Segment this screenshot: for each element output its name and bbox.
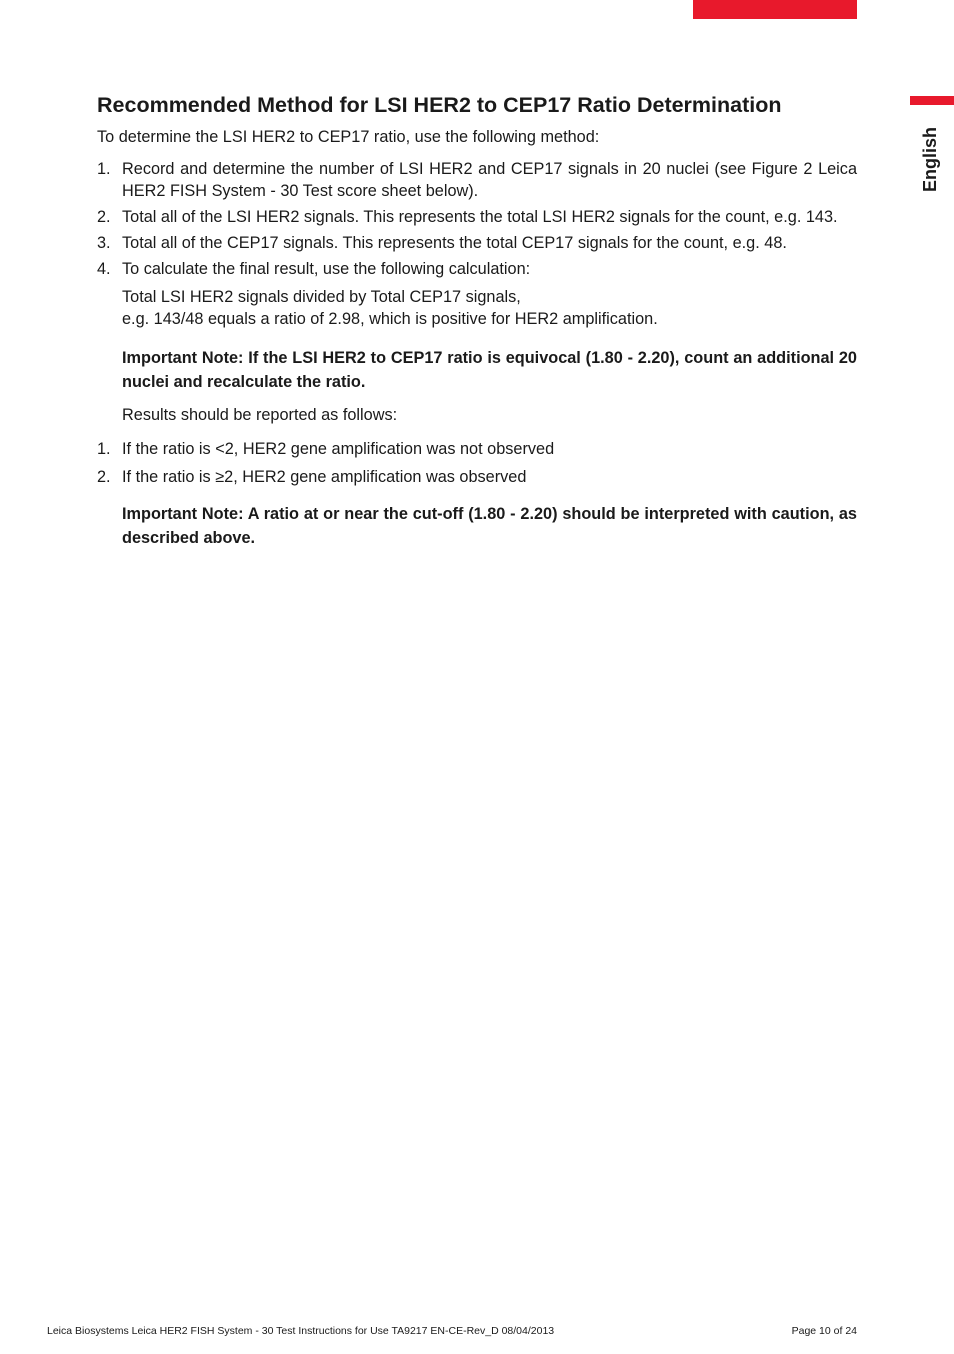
list-number: 4. [97,260,111,278]
list-text: If the ratio is ≥2, HER2 gene amplification was observed [122,468,527,486]
language-tab-bar [910,96,954,105]
important-note-cutoff: Important Note: A ratio at or near the cut-off (1.80 - 2.20) should be interpreted with caution, as described above. [122,505,857,547]
report-label: Results should be reported as follows: [122,406,398,424]
note-block-2 [97,502,857,550]
list-number: 2. [97,208,111,226]
calculation-example: e.g. 143/48 equals a ratio of 2.98, which is positive for HER2 amplification. [122,310,658,328]
document-body [97,90,857,550]
list-item [97,158,857,202]
list-text: Total all of the LSI HER2 signals. This represents the total LSI HER2 signals for the count, e.g. 143. [122,208,838,226]
list-number: 2. [97,468,111,486]
top-accent-bar [693,0,857,19]
list-number: 1. [97,440,111,458]
list-item [97,232,857,254]
note-block [97,346,857,426]
result-interpretation-list [97,438,857,488]
list-item [97,258,857,280]
list-item [97,466,857,488]
list-number: 3. [97,234,111,252]
important-note-equivocal: Important Note: If the LSI HER2 to CEP17 ratio is equivocal (1.80 - 2.20), count an additional 20 nuclei and recalculate the ratio. [122,349,857,391]
method-steps [97,158,857,280]
footer-page-number: Page 10 of 24 [791,1325,857,1337]
list-number: 1. [97,160,111,178]
list-text: Record and determine the number of LSI HER2 and CEP17 signals in 20 nuclei (see Figure 2 Leica HER2 FISH System - 30 Test score sheet below). [122,160,857,200]
list-item [97,438,857,460]
language-tab-label: English [920,126,940,192]
intro-paragraph: To determine the LSI HER2 to CEP17 ratio, use the following method: [97,128,600,146]
section-heading: Recommended Method for LSI HER2 to CEP17 Ratio Determination [97,93,782,117]
list-text: To calculate the final result, use the following calculation: [122,260,531,278]
calculation-block [97,286,857,330]
calculation-line: Total LSI HER2 signals divided by Total CEP17 signals, [122,288,521,306]
list-item [97,206,857,228]
list-text: Total all of the CEP17 signals. This represents the total CEP17 signals for the count, e.g. 48. [122,234,787,252]
footer-document-info: Leica Biosystems Leica HER2 FISH System - 30 Test Instructions for Use TA9217 EN-CE-Rev_D 08/04/2013 [47,1325,555,1337]
list-text: If the ratio is <2, HER2 gene amplification was not observed [122,440,555,458]
